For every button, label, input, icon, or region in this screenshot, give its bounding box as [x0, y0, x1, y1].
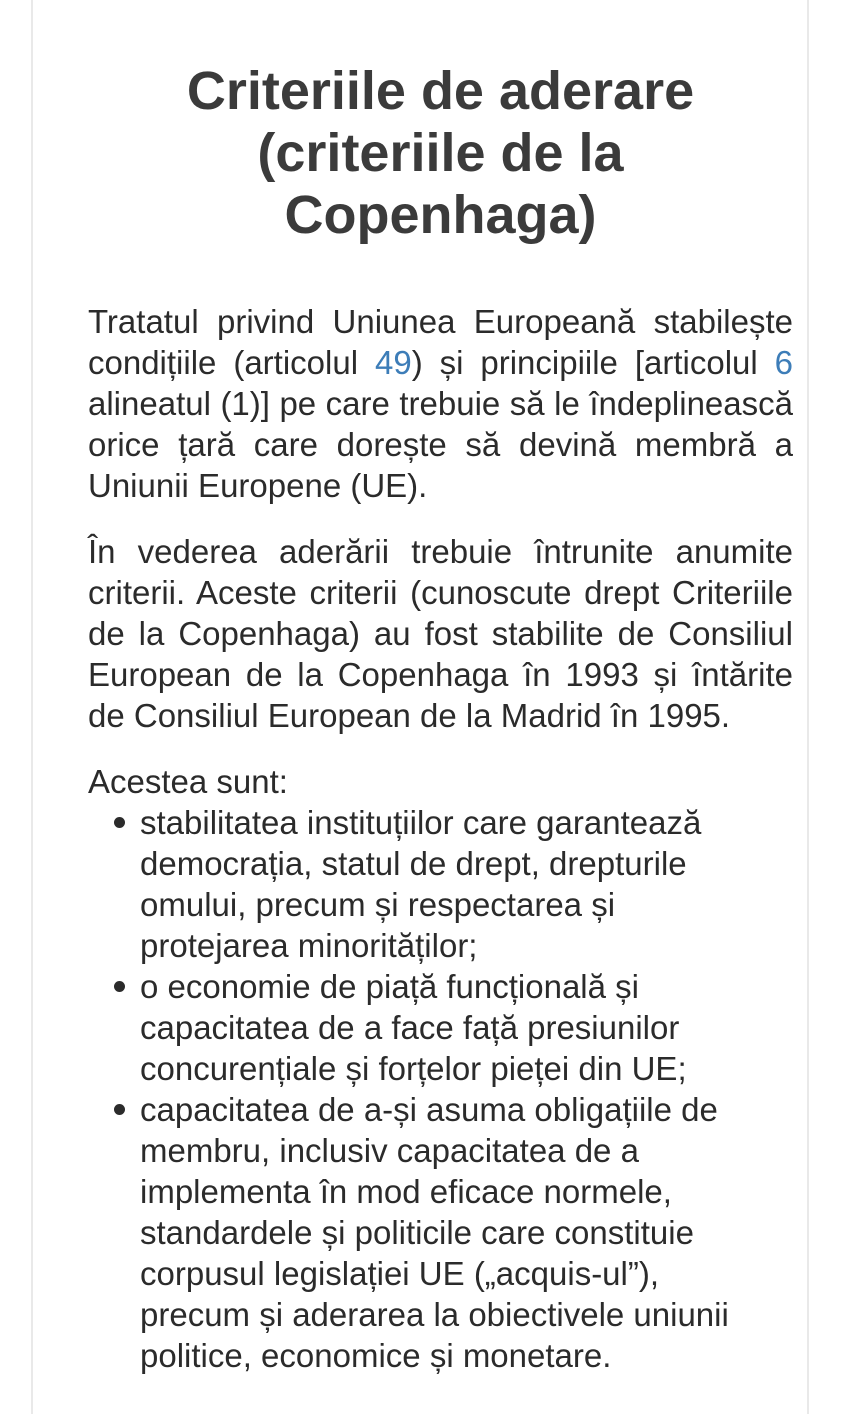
intro-paragraph [88, 301, 793, 506]
text-segment: ) și principiile [articolul [411, 344, 775, 381]
list-item: o economie de piață funcțională și capacitatea de a face față presiunilor concurențiale și forțelor pieței din UE; [88, 966, 755, 1089]
content-card [31, 0, 809, 1414]
list-item: stabilitatea instituțiilor care garantează democrația, statul de drept, drepturile omului, precum și respectarea și protejarea minorităților; [88, 802, 755, 966]
article-49-link[interactable]: 49 [374, 344, 412, 381]
list-intro: Acestea sunt: [88, 763, 288, 800]
page-title: Criteriile de aderare (criteriile de la Copenhaga) [186, 61, 695, 245]
criteria-list [88, 802, 793, 1376]
article [88, 60, 793, 1376]
article-6-link[interactable]: 6 [774, 344, 794, 381]
list-item: capacitatea de a-și asuma obligațiile de membru, inclusiv capacitatea de a implementa în mod eficace normele, standardele și politicile care constituie corpusul legislației UE („acquis-ul”), precum și aderarea la obiectivele uniunii politice, economice și monetare. [88, 1089, 755, 1376]
text-segment: Tratatul privind Uniunea Europeană stabilește condițiile (articolul [88, 303, 793, 381]
text-segment: alineatul (1)] pe care trebuie să le îndeplinească orice țară care dorește să devină membră a Uniunii Europene (UE). [88, 385, 793, 504]
history-paragraph: În vederea aderării trebuie întrunite anumite criterii. Aceste criterii (cunoscute drept Criteriile de la Copenhaga) au fost stabilite de Consiliul European de la Copenhaga în 1993 și întărite de Consiliul European de la Madrid în 1995. [88, 533, 793, 734]
